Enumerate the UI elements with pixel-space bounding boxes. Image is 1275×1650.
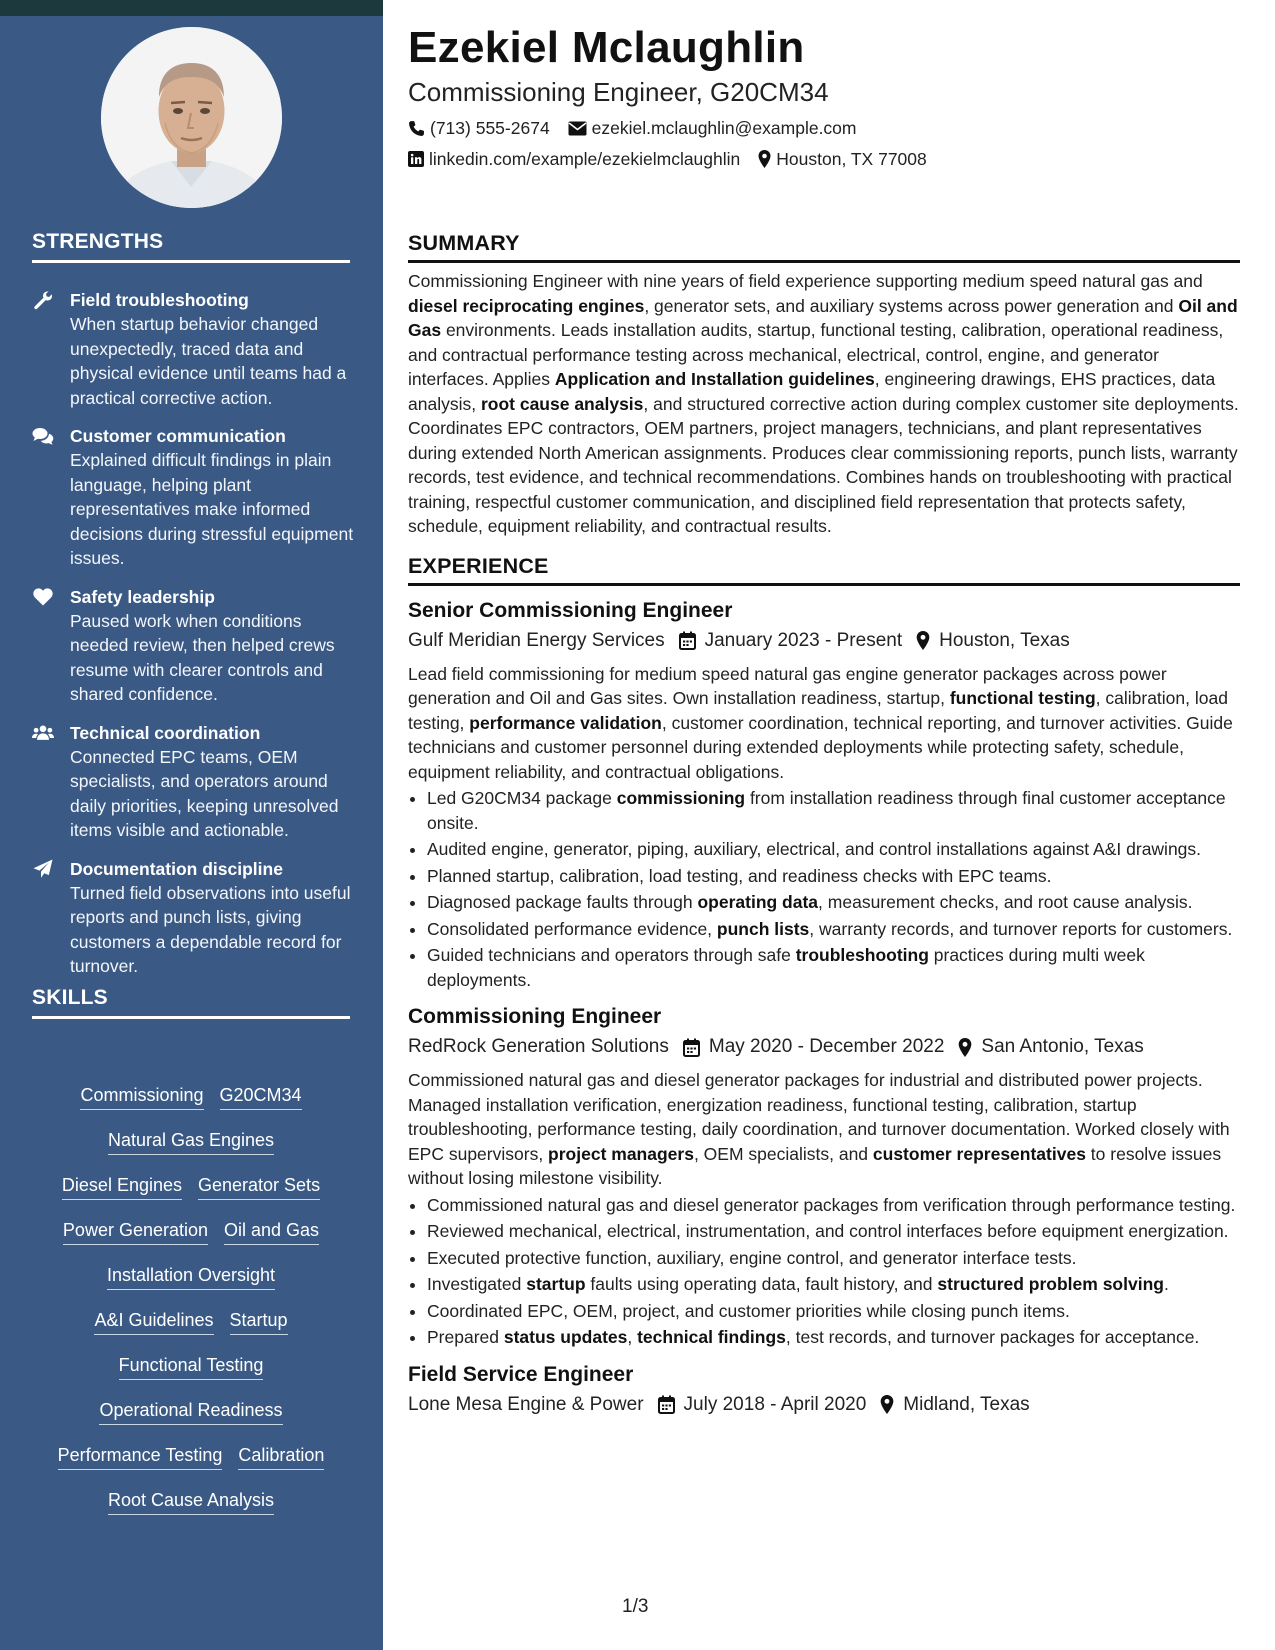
contact-row-2 — [408, 147, 1240, 171]
job-dates: January 2023 - Present — [679, 626, 903, 656]
skill-row — [32, 1445, 350, 1490]
strength-item — [32, 288, 362, 410]
job-title: Field Service Engineer — [408, 1362, 634, 1386]
experience-heading: EXPERIENCE — [408, 554, 1240, 586]
calendar-icon — [658, 1395, 675, 1414]
bold-phrase: status updates — [503, 1327, 628, 1347]
bold-phrase: root cause analysis — [480, 393, 644, 414]
main-content — [408, 22, 1240, 1420]
job-location: Midland, Texas — [880, 1390, 1029, 1420]
bold-phrase: Application and Installation guidelines — [554, 369, 875, 389]
location-item — [758, 149, 926, 170]
map-marker-icon — [916, 631, 930, 650]
list-item: • Planned startup, calibration, load testing, and readiness checks with EPC teams. — [427, 864, 1240, 889]
phone-item[interactable] — [408, 118, 550, 139]
job-location: Houston, Texas — [916, 626, 1070, 656]
profile-photo — [101, 27, 282, 208]
summary-text: Commissioning Engineer with nine years of field experience supporting medium speed natural gas and diesel reciprocating engines, generator sets, and auxiliary systems across power generation and Oil and Gas environments. Leads installation audits, startup, functional testing, calibration, operational readiness, and contractual performance testing across mechanical, electrical, control, engine, and generator interfaces. Applies Application and Installation guidelines, engineering drawings, EHS practices, data analysis, root cause analysis, and structured corrective action during complex customer site deployments. Coordinates EPC contractors, OEM partners, project managers, technicians, and plant representatives during extended North American assignments. Produces clear commissioning reports, punch lists, warranty records, test evidence, and technical recommendations. Combines hands on troubleshooting with practical training, respectful customer communication, and disciplined field representation that protects safety, schedule, equipment reliability, and contractual results. — [408, 271, 1239, 536]
job-entry — [408, 1002, 1240, 1350]
skill-row — [32, 1130, 350, 1175]
bold-phrase: punch lists — [716, 918, 810, 939]
bold-phrase: functional testing — [949, 688, 1096, 708]
skill-tag: Calibration — [238, 1445, 324, 1470]
job-title: Senior Commissioning Engineer — [408, 598, 733, 622]
envelope-icon — [568, 121, 587, 136]
job-entry — [408, 596, 1240, 993]
job-location: San Antonio, Texas — [958, 1032, 1143, 1062]
skill-tag: Diesel Engines — [62, 1175, 182, 1200]
strengths-heading: STRENGTHS — [32, 230, 350, 263]
list-item: • Executed protective function, auxiliary, engine control, and generator interface tests. — [427, 1246, 1240, 1271]
strength-title: Technical coordination — [70, 722, 261, 743]
sidebar-top-band — [0, 0, 383, 16]
list-item: • Audited engine, generator, piping, auxiliary, electrical, and control installations against A&I drawings. — [427, 837, 1240, 862]
strength-title: Safety leadership — [70, 586, 215, 607]
paper-plane-icon — [32, 859, 54, 879]
page-number: 1/3 — [622, 1596, 649, 1617]
skill-row — [32, 1355, 350, 1400]
skills-list — [32, 1085, 350, 1535]
skill-tag: G20CM34 — [220, 1085, 302, 1110]
job-dates: July 2018 - April 2020 — [658, 1390, 867, 1420]
skill-tag: A&I Guidelines — [94, 1310, 213, 1335]
strengths-list — [32, 288, 362, 993]
job-entry — [408, 1360, 1240, 1420]
skill-row — [32, 1400, 350, 1445]
skill-tag: Oil and Gas — [224, 1220, 319, 1245]
skill-row — [32, 1265, 350, 1310]
company-name: Lone Mesa Engine & Power — [408, 1393, 644, 1415]
list-item: • Investigated startup faults using operating data, fault history, and structured problem solving. — [427, 1272, 1240, 1297]
wrench-icon — [32, 290, 54, 310]
list-item: • Coordinated EPC, OEM, project, and customer priorities while closing punch items. — [427, 1299, 1240, 1324]
linkedin-item[interactable] — [408, 149, 740, 170]
email-item[interactable] — [568, 118, 857, 139]
bold-phrase: operating data — [697, 892, 819, 912]
job-title: Commissioning Engineer — [408, 1005, 662, 1028]
bold-phrase: Oil and Gas — [408, 295, 1238, 340]
strength-item — [32, 585, 362, 707]
list-item: • Prepared status updates, technical findings, test records, and turnover packages for acceptance. — [427, 1325, 1240, 1350]
list-item: • Reviewed mechanical, electrical, instrumentation, and control interfaces before equipment energization. — [427, 1219, 1240, 1244]
skill-tag: Performance Testing — [58, 1445, 223, 1470]
job-bullets — [408, 786, 1240, 992]
phone-text: (713) 555-2674 — [430, 117, 550, 138]
skill-tag: Natural Gas Engines — [108, 1130, 274, 1155]
strength-title: Documentation discipline — [70, 858, 283, 879]
strength-description: Connected EPC teams, OEM specialists, and operators around daily priorities, keeping unresolved items visible and actionable. — [70, 746, 339, 840]
comments-icon — [32, 426, 54, 446]
skill-row — [32, 1490, 350, 1535]
strength-description: Turned field observations into useful reports and punch lists, giving customers a dependable record for turnover. — [70, 882, 351, 976]
skill-tag: Commissioning — [80, 1085, 203, 1110]
strength-title: Field troubleshooting — [70, 290, 249, 310]
job-bullets — [408, 1193, 1240, 1350]
candidate-name: Ezekiel Mclaughlin — [408, 23, 805, 72]
experience-list — [408, 596, 1240, 1420]
job-description: Commissioned natural gas and diesel generator packages for industrial and distributed power projects. Managed installation verification, energization readiness, functional testing, calibration, startup troubleshooting, performance testing, daily coordination, and turnover documentation. Worked closely with EPC supervisors, project managers, OEM specialists, and customer representatives to resolve issues without losing milestone visibility. — [408, 1070, 1230, 1188]
heart-icon — [32, 587, 54, 607]
contact-row-1 — [408, 116, 1240, 140]
skill-row — [32, 1085, 350, 1130]
calendar-icon — [679, 631, 696, 650]
bold-phrase: structured problem solving — [937, 1274, 1164, 1294]
skill-tag: Root Cause Analysis — [108, 1490, 274, 1515]
bold-phrase: diesel reciprocating engines — [408, 295, 645, 316]
skill-tag: Functional Testing — [119, 1355, 264, 1380]
strength-description: Explained difficult findings in plain language, helping plant representatives make informed decisions during stressful equipment issues. — [70, 450, 354, 568]
location-text: Houston, TX 77008 — [776, 148, 927, 169]
bold-phrase: startup — [526, 1274, 586, 1294]
email-text: ezekiel.mclaughlin@example.com — [591, 117, 857, 138]
list-item: • Commissioned natural gas and diesel generator packages from verification through performance testing. — [427, 1193, 1240, 1218]
summary-heading: SUMMARY — [408, 231, 1240, 263]
skill-tag: Installation Oversight — [107, 1265, 275, 1290]
skill-row — [32, 1220, 350, 1265]
job-description: Lead field commissioning for medium speed natural gas engine generator packages across power generation and Oil and Gas sites. Own installation readiness, startup, functional testing, calibration, load testing, performance validation, customer coordination, technical reporting, and turnover activities. Guide technicians and customer personnel during extended deployments while protecting safety, schedule, equipment reliability, and contractual obligations. — [408, 663, 1233, 782]
bold-phrase: project managers — [548, 1143, 694, 1164]
list-item: • Led G20CM34 package commissioning from installation readiness through final customer acceptance onsite. — [427, 786, 1240, 835]
bold-phrase: commissioning — [616, 788, 746, 808]
sidebar — [0, 0, 383, 1650]
job-meta — [408, 1390, 1240, 1420]
phone-icon — [408, 120, 425, 137]
list-item: • Consolidated performance evidence, punch lists, warranty records, and turnover reports for customers. — [427, 917, 1240, 942]
strength-description: Paused work when conditions needed review, then helped crews resume with clearer controls and shared confidence. — [70, 610, 335, 704]
skill-tag: Operational Readiness — [99, 1400, 282, 1425]
company-name: Gulf Meridian Energy Services — [408, 629, 665, 651]
map-marker-icon — [758, 150, 771, 168]
list-item: • Guided technicians and operators through safe troubleshooting practices during multi week deployments. — [427, 943, 1240, 992]
skill-row — [32, 1310, 350, 1355]
job-meta — [408, 1032, 1240, 1062]
calendar-icon — [683, 1038, 700, 1057]
linkedin-icon — [408, 151, 424, 167]
skill-row — [32, 1175, 350, 1220]
linkedin-text: linkedin.com/example/ezekielmclaughlin — [429, 148, 741, 169]
map-marker-icon — [880, 1395, 894, 1414]
strength-description: When startup behavior changed unexpectedly, traced data and physical evidence until teams had a practical corrective action. — [70, 314, 347, 408]
bold-phrase: customer representatives — [872, 1143, 1086, 1164]
strength-item — [32, 424, 362, 571]
candidate-title: Commissioning Engineer, G20CM34 — [408, 77, 829, 107]
users-icon — [32, 723, 54, 743]
job-meta — [408, 626, 1240, 656]
strength-title: Customer communication — [70, 426, 286, 446]
bold-phrase: performance validation — [469, 712, 662, 733]
list-item: • Diagnosed package faults through operating data, measurement checks, and root cause analysis. — [427, 890, 1240, 915]
strength-item — [32, 857, 362, 979]
skill-tag: Power Generation — [63, 1220, 208, 1245]
skill-tag: Startup — [230, 1310, 288, 1335]
job-dates: May 2020 - December 2022 — [683, 1032, 945, 1062]
skill-tag: Generator Sets — [198, 1175, 320, 1200]
company-name: RedRock Generation Solutions — [408, 1036, 669, 1057]
skills-heading: SKILLS — [32, 986, 350, 1019]
strength-item — [32, 721, 362, 843]
bold-phrase: troubleshooting — [795, 945, 929, 965]
bold-phrase: technical findings — [637, 1327, 786, 1347]
map-marker-icon — [958, 1038, 972, 1057]
